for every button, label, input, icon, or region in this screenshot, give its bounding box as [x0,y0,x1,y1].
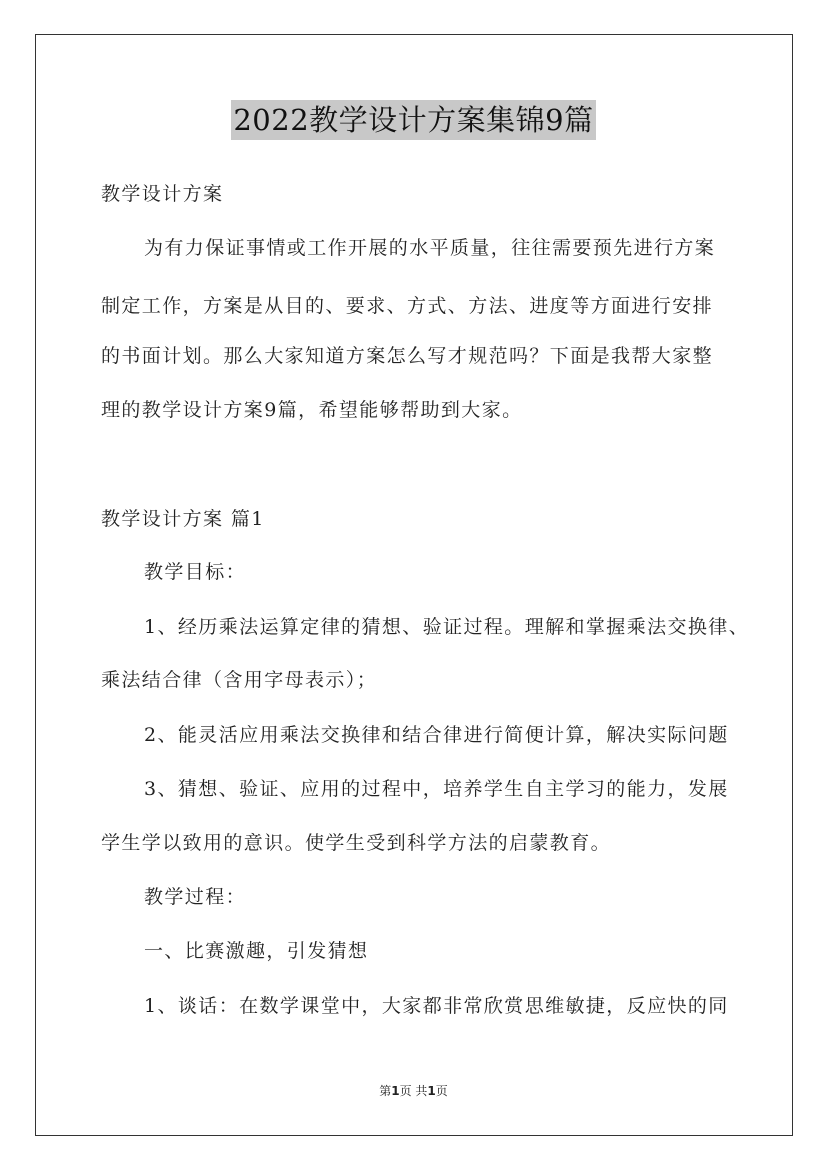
footer-page-number: 1 [391,1084,400,1098]
intro-line-3: 的书面计划。那么大家知道方案怎么写才规范吗？下面是我帮大家整 [101,345,714,367]
intro-line-4: 理的教学设计方案9篇，希望能够帮助到大家。 [101,399,523,421]
intro-line-1: 为有力保证事情或工作开展的水平质量，往往需要预先进行方案 [144,237,716,259]
goal-line-4: 3、猜想、验证、应用的过程中，培养学生自主学习的能力，发展 [144,778,729,800]
footer-suffix: 页 [435,1084,448,1098]
footer-mid: 页 共 [399,1084,428,1098]
process-line-1: 一、比赛激趣，引发猜想 [144,940,369,962]
process-label: 教学过程： [144,886,247,908]
footer-prefix: 第 [379,1084,392,1098]
intro-line-2: 制定工作，方案是从目的、要求、方式、方法、进度等方面进行安排 [101,295,714,317]
goal-line-3: 2、能灵活应用乘法交换律和结合律进行简便计算，解决实际问题 [144,724,729,746]
goals-label: 教学目标： [144,561,247,583]
goal-line-5: 学生学以致用的意识。使学生受到科学方法的启蒙教育。 [101,832,612,854]
intro-heading: 教学设计方案 [101,183,224,205]
footer-total-pages: 1 [427,1084,436,1098]
goal-line-2: 乘法结合律（含用字母表示）； [101,669,378,691]
section-heading: 教学设计方案 篇1 [101,508,265,530]
title-container [0,100,827,140]
goal-line-1: 1、经历乘法运算定律的猜想、验证过程。理解和掌握乘法交换律、 [144,616,750,638]
document-title: 2022教学设计方案集锦9篇 [231,100,595,140]
process-line-2: 1、谈话：在数学课堂中，大家都非常欣赏思维敏捷，反应快的同 [144,995,729,1017]
page-footer [0,1082,827,1099]
